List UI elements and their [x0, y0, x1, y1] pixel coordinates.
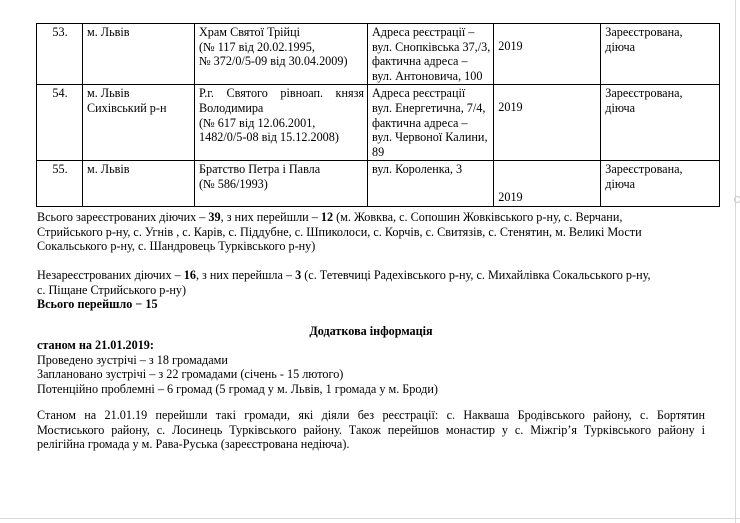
address-cell: Адреса реєстрації – вул. Снопківська 37,/3, фактична адреса – вул. Антоновича, 100: [368, 24, 494, 85]
place-cell: м. Львів: [83, 161, 195, 207]
as-of-date: станом на 21.01.2019:: [37, 338, 154, 352]
final-paragraph: Станом на 21.01.19 перейшли такі громади, які діяли без реєстрації: с. Накваша Бродівського району, с. Бортятин Мостиського району, с. Лосинець Турківського району. Також перейшов монастир у с. Міжгір’я Турківського району і релігійна громада у м. Рава-Руська (зареєстрована недіюча).: [37, 408, 705, 452]
community-name-cell: Храм Святої Трійці (№ 117 від 20.02.1995, № 372/0/5-09 від 30.04.2009): [195, 24, 368, 85]
year-cell: 2019: [494, 85, 601, 161]
row-number: 54.: [37, 85, 83, 161]
registered-summary: Всього зареєстрованих діючих – 39, з них перейшли – 12 (м. Жовква, с. Сопошин Жовківського р-ну, с. Верчани, Стрийського р-ну, с. Угнів , с. Карів, с. Піддубне, с. Шпиколоси, с. Корчів, с. Свитязів, с. Стенятин, м. Великі Мости Сокальського р-ну, с. Шандровець Турківського р-ну): [37, 210, 642, 254]
year-cell: 2019: [494, 24, 601, 85]
status-cell: Зареєстрована, діюча: [601, 24, 720, 85]
registry-table: [36, 23, 720, 207]
place-cell: м. Львів: [83, 24, 195, 85]
table-row: [37, 161, 720, 207]
unregistered-summary: Незареєстрованих діючих – 16, з них перейшла – 3 (с. Тетевчиці Радехівського р-ну, с. Михайлівка Сокальського р-ну, с. Піщане Стрийського р-ну) Всього перейшло − 15: [37, 268, 705, 312]
address-cell: Адреса реєстрації вул. Енергетична, 7/4, фактична адреса – вул. Червоної Калини, 89: [368, 85, 494, 161]
page-edge-bottom: [0, 518, 740, 519]
place-cell: м. Львів Сихівський р-н: [83, 85, 195, 161]
year-cell: 2019: [494, 161, 601, 207]
table-resize-handle[interactable]: [734, 196, 740, 203]
community-name-cell: Братство Петра і Павла (№ 586/1993): [195, 161, 368, 207]
address-cell: вул. Короленка, 3: [368, 161, 494, 207]
status-cell: Зареєстрована, діюча: [601, 161, 720, 207]
list-item: Заплановано зустрічі – з 22 громадами (січень - 15 лютого): [37, 367, 344, 382]
list-item: Потенційно проблемні – 6 громад (5 громад у м. Львів, 1 громада у м. Броди): [37, 381, 438, 396]
total-transferred: Всього перейшло − 15: [37, 297, 158, 312]
row-number: 55.: [37, 161, 83, 207]
row-number: 53.: [37, 24, 83, 85]
list-item: Проведено зустрічі – з 18 громадами: [37, 352, 228, 367]
table-row: [37, 85, 720, 161]
table-row: [37, 24, 720, 85]
additional-info-title: Додаткова інформація: [309, 324, 433, 338]
page-edge-right: [735, 0, 736, 523]
additional-info: [37, 338, 705, 396]
community-name-cell: Р.г. Святого рівноап. князя Володимира (№ 617 від 12.06.2001, 1482/0/5-08 від 15.12.2008): [195, 85, 368, 161]
status-cell: Зареєстрована, діюча: [601, 85, 720, 161]
